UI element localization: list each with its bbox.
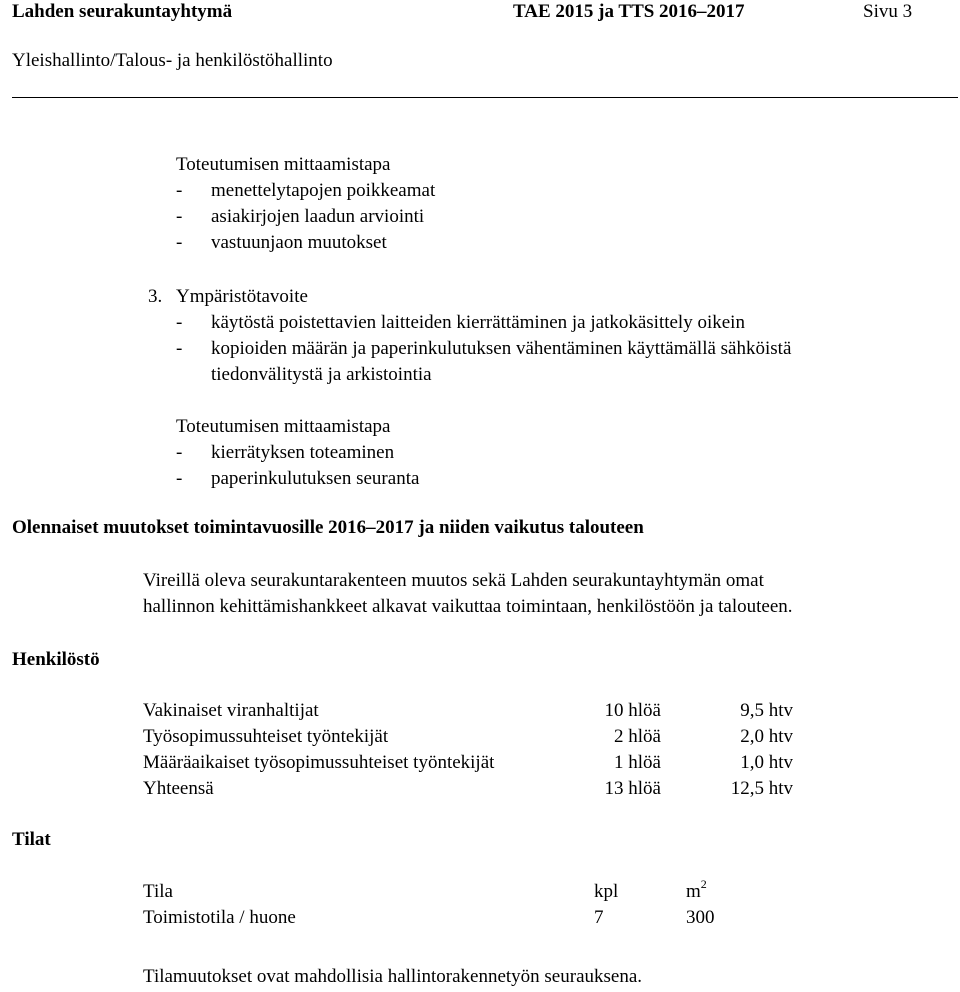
staff-label: Henkilöstö <box>12 649 100 670</box>
measurement-heading-2: Toteutumisen mittaamistapa <box>176 416 391 437</box>
changes-paragraph-line-1: Vireillä oleva seurakuntarakenteen muutos sekä Lahden seurakuntayhtymän omat <box>143 570 764 591</box>
changes-paragraph-line-2: hallinnon kehittämishankkeet alkavat vaikuttaa toimintaan, henkilöstöön ja talouteen. <box>143 596 793 617</box>
premises-table <box>143 877 766 933</box>
table-row: Yhteensä 13 hlöä 12,5 htv <box>143 778 793 799</box>
changes-heading: Olennaiset muutokset toimintavuosille 2016‒2017 ja niiden vaikutus talouteen <box>12 517 644 538</box>
staff-table <box>143 700 793 804</box>
goal-number: 3. <box>148 286 163 307</box>
measurement-heading-1: Toteutumisen mittaamistapa <box>176 154 391 175</box>
table-row: Työsopimussuhteiset työntekijät 2 hlöä 2,0 htv <box>143 726 793 747</box>
table-row: Vakinaiset viranhaltijat 10 hlöä 9,5 htv <box>143 700 793 721</box>
table-header-row: Tila kpl $m^2$ <box>143 877 707 902</box>
table-row: Toimistotila / huone 7 300 <box>143 907 715 928</box>
premises-note: Tilamuutokset ovat mahdollisia hallintorakennetyön seurauksena. <box>143 966 643 987</box>
page-number: Sivu 3 <box>863 1 913 22</box>
document-title: TAE 2015 ja TTS 2016–2017 <box>513 1 745 22</box>
org-name: Lahden seurakuntayhtymä <box>12 1 233 22</box>
table-row: Määräaikaiset työsopimussuhteiset työntekijät 1 hlöä 1,0 htv <box>143 752 793 773</box>
goal-title: Ympäristötavoite <box>176 286 308 307</box>
department: Yleishallinto/Talous- ja henkilöstöhallinto <box>12 50 333 71</box>
premises-label: Tilat <box>12 829 51 850</box>
header-divider <box>12 97 958 98</box>
